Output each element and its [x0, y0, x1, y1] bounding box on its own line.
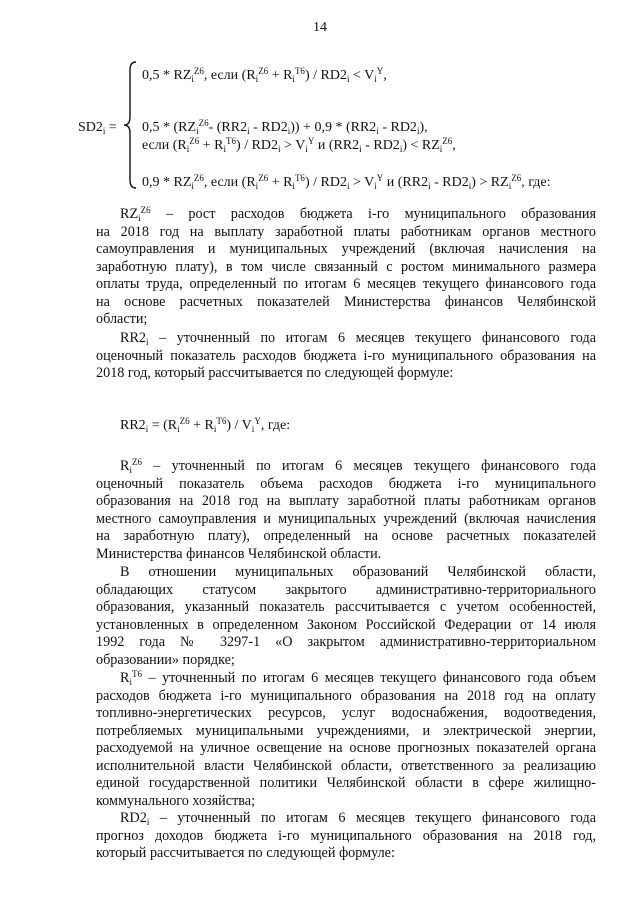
definition-line: потребляемых муниципальными учреждениями, и электрической энергии, — [96, 722, 596, 739]
definition-line: коммунального хозяйства; — [96, 792, 256, 809]
definition-line: на 2018 год на выплату заработной платы работникам органов местного — [96, 223, 596, 240]
formula-sd2-case-2-line-1: $0,5 * (RZ_i^{Z6}-$ $(RR2_i - RD2_i)) + 0,9 * (RR2_i - RD2_i)$, — [142, 118, 428, 136]
paragraph-line: образовании» порядке; — [96, 651, 235, 668]
paragraph-line: 1992 года № 3297-1 «О закрытом административно-территориальном — [96, 634, 596, 650]
definition-line: на заработную плату), определенный на основе расчетных показателей — [96, 528, 596, 544]
definition-r-t6 — [96, 670, 596, 810]
paragraph-line: В отношении муниципальных образований Челябинской области, — [120, 564, 596, 580]
definition-line: местного самоуправления и муниципальных учреждений (включая начисления — [96, 510, 596, 527]
paragraph-line: образования, указанный показатель рассчитывается с учетом особенностей, — [96, 599, 596, 615]
definition-line: самоуправления и муниципальных учреждений (включая начисления на — [96, 241, 596, 257]
definition-line: который рассчитывается по следующей формуле: — [96, 845, 395, 861]
formula-sd2-case-2-line-2: если $(R_i^{Z6} + R_i^{T6}) / RD2_i > V_i^Y$ и $(RR2_i - RD2_i) < RZ_i^{Z6}$, — [142, 136, 456, 154]
definition-line: расходов бюджета i-го муниципального образования на 2018 год на оплату — [96, 687, 596, 704]
definition-line: оценочный показатель объема расходов бюджета i-го муниципального — [96, 475, 596, 492]
definition-line: Министерства финансов Челябинской области. — [96, 545, 382, 562]
definition-rr2 — [96, 330, 596, 383]
definition-line: $RD2_i$ – уточненный по итогам 6 месяцев текущего финансового года — [120, 810, 596, 827]
page-number: 14 — [313, 20, 327, 35]
formula-sd2-lhs: $SD2_i$ = — [78, 120, 117, 136]
definition-line: на основе расчетных показателей Министерства финансов Челябинской — [96, 293, 596, 310]
definition-line: оценочный показатель расходов бюджета i-го муниципального образования на — [96, 347, 596, 364]
definition-line: $R_i^{Z6}$ – уточненный по итогам 6 месяцев текущего финансового года — [120, 457, 596, 475]
definition-line: расходуемой на уличное освещение на основе прогнозных показателей органа — [96, 740, 596, 756]
paragraph-line: установленных в определенном Законом Российской Федерации от 14 июля — [96, 616, 596, 633]
definition-line: топливно-энергетических ресурсов, услуг водоснабжения, водоотведения, — [96, 705, 596, 721]
definition-line: $RR2_i$ – уточненный по итогам 6 месяцев текущего финансового года — [120, 330, 596, 347]
definition-rd2 — [96, 810, 596, 863]
definition-line: заработную плату), в том числе связанный с ростом минимального размера — [96, 258, 596, 275]
definition-line: $RZ_i^{Z6}$ – рост расходов бюджета i-го муниципального образования — [120, 205, 596, 223]
definition-line: 2018 год, который рассчитывается по следующей формуле: — [96, 365, 454, 381]
definition-line: оплаты труда, определенный по итогам 6 месяцев текущего финансового года — [96, 276, 596, 292]
formula-sd2-case-1: $0,5 * RZ_i^{Z6}$, если $(R_i^{Z6} + R_i^{T6}) / RD2_i < V_i^Y$, — [142, 66, 387, 84]
formula-rr2: $RR2_i = (R_i^{Z6} + R_i^{T6}) / V_i^Y$, где: — [120, 416, 291, 434]
definition-r-z6 — [96, 458, 596, 563]
definition-line: единой государственной политики Челябинской области в сфере жилищно- — [96, 775, 596, 791]
definition-rz — [96, 206, 596, 329]
paragraph-zato — [96, 564, 596, 669]
definition-line: области; — [96, 311, 148, 327]
paragraph-line: обладающих статусом закрытого административно-территориального — [96, 581, 596, 598]
definition-line: образования на 2018 год на выплату заработной платы работникам органов — [96, 493, 596, 509]
definition-line: прогноз доходов бюджета i-го муниципального образования на 2018 год, — [96, 827, 596, 844]
definition-line: исполнительной власти Челябинской области, ответственного за реализацию — [96, 757, 596, 774]
formula-brace-icon — [120, 60, 140, 190]
formula-sd2-case-3: $0,9 * RZ_i^{Z6}$, если $(R_i^{Z6} + R_i^{T6}) / RD2_i > V_i^Y$ и $(RR2_i - RD2_i) > RZ_i^{Z6}$, где: — [142, 173, 551, 191]
definition-line: $R_i^{T6}$ – уточненный по итогам 6 месяцев текущего финансового года объем — [120, 669, 596, 687]
